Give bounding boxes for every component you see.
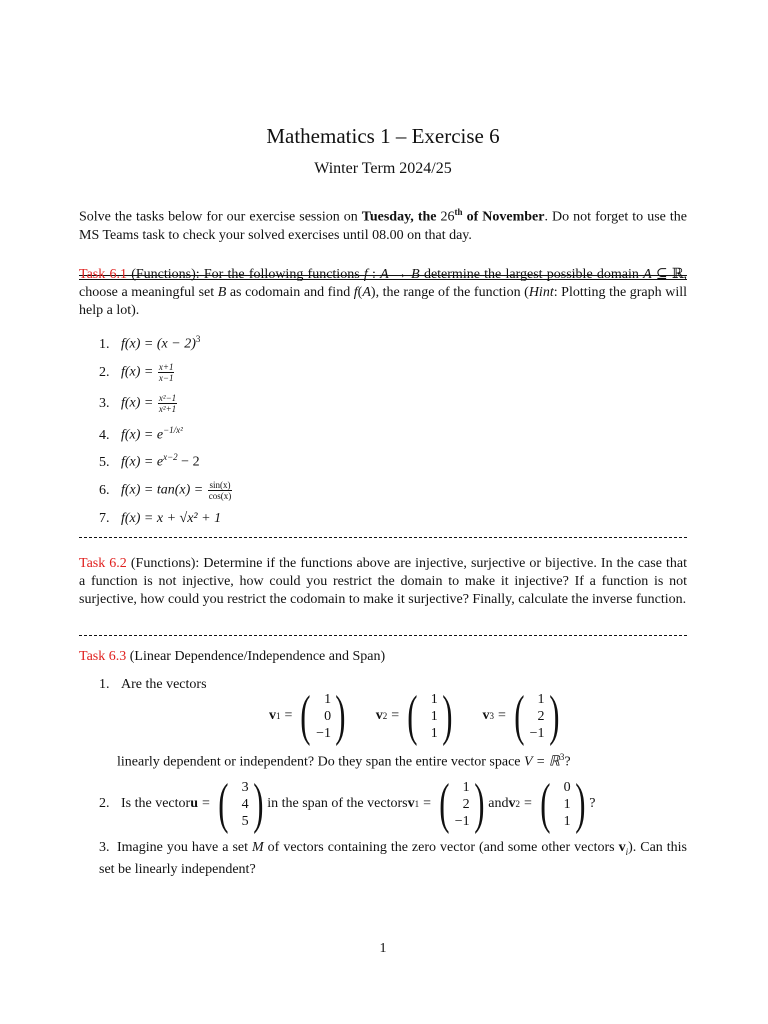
vector-v3: ( 1 2 −1 ) (514, 685, 559, 747)
list-item: 7. f(x) = x + √x² + 1 (99, 511, 222, 526)
list-item: 2. f(x) = $\frac{x+1}{x-1}$ (99, 362, 174, 383)
vector-v2: ( 1 1 1 ) (407, 685, 453, 747)
task-6-1-description: Task 6.1 (Functions): For the following functions f : A → B determine the largest possible domain A ⊆ ℝ, choose a meaningful set B as codomain and find f(A), the range of the function (Hint: Plotting the graph will help a lot). (79, 267, 687, 318)
page-number: 1 (379, 941, 387, 956)
list-item: 5. $f(x) = e^{x-2} - 2$ (99, 452, 200, 470)
vector-v1: ( 1 0 −1 ) (300, 685, 346, 747)
vector-u: ( 3 4 5 ) (218, 773, 264, 835)
task-6-2-label: Task 6.2 (79, 556, 127, 571)
dashed-divider (79, 537, 687, 538)
vector-q2-v1: ( 1 2 −1 ) (439, 773, 485, 835)
list-item: 1. $f(x) = (x - 2)^3$ (99, 334, 201, 352)
vector-q2-v2: ( 0 1 1 ) (540, 773, 586, 835)
task-6-3-label: Task 6.3 (79, 649, 127, 664)
dashed-divider (79, 635, 687, 636)
question-3: 3. Imagine you have a set M of vectors containing the zero vector (and some other vectors $v_i$). Can this set be linearly independent? (99, 840, 687, 877)
list-item: 6. f(x) = tan(x) = $\frac{\sin(x)}{\cos(x)}$ (99, 480, 232, 501)
intro-paragraph: Solve the tasks below for our exercise session on Tuesday, the 26th of November. Do not forget to use the MS Teams task to check your solved exercises until 08.00 on that day. (79, 207, 687, 243)
task-6-2-description: Task 6.2 (Functions): Determine if the functions above are injective, surjective or bijective. In the case that a function is not injective, how could you restrict the domain to make it injective? If a function is not surjective, how could you restrict the codomain to make it surjective? Finally, calculate the inverse function. (79, 556, 687, 607)
page-subtitle: Winter Term 2024/25 (314, 160, 452, 177)
task-6-3-heading: Task 6.3 (Linear Dependence/Independence and Span) (79, 649, 386, 664)
vector-set: v 1 = ( 1 0 −1 ) v 2 = ( 1 1 1 ) v 3 = ( 1 2 −1 ) (269, 688, 563, 744)
question-1: 1. Are the vectors (99, 677, 207, 692)
list-item: 3. f(x) = $\frac{\text{x²−1}}{\text{x²+1}}$ (99, 393, 177, 414)
question-2: 2. Is the vector u = ( 3 4 5 ) in the span of the vectors v 1 = ( 1 2 −1 ) and v 2 = ( 0 1 1 ) ? (99, 773, 596, 835)
list-item: 4. $f(x) = e^{-1/x^2}$ (99, 425, 183, 443)
task-6-1-label: Task 6.1 (79, 267, 127, 282)
question-1-continuation: linearly dependent or independent? Do they span the entire vector space V = ℝ$^3$? (117, 752, 571, 770)
page-title: Mathematics 1 – Exercise 6 (266, 124, 500, 148)
deadline-time: 08.00 (372, 227, 404, 243)
